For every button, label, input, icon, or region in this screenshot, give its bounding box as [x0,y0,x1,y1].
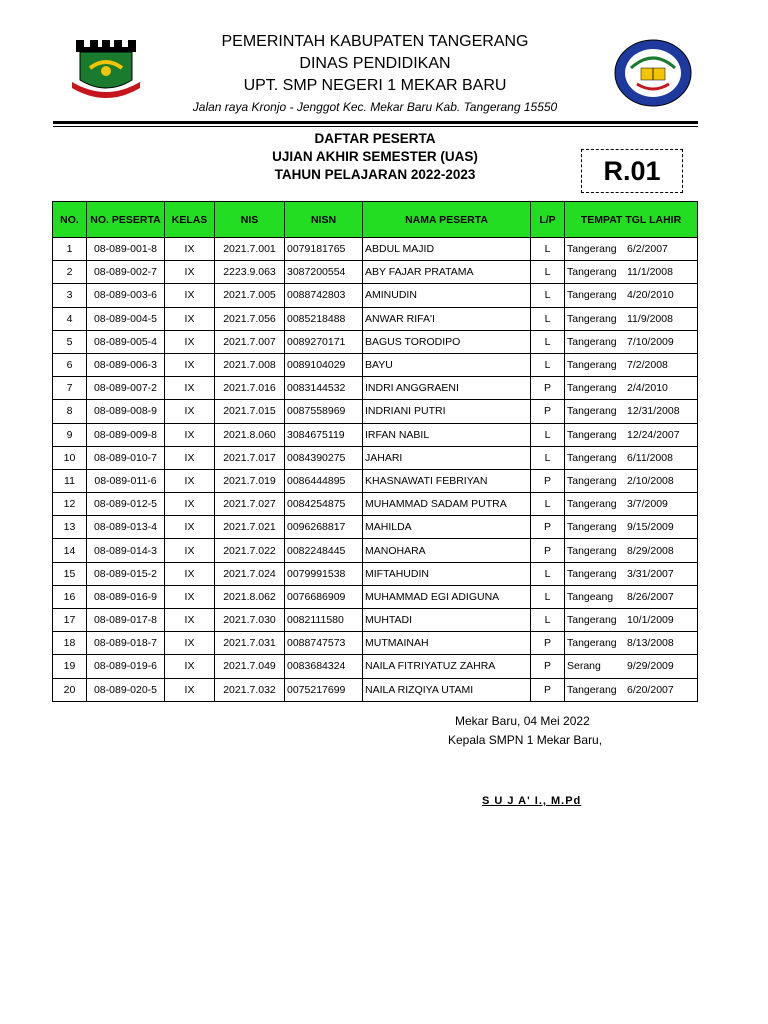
cell-peserta: 08-089-014-3 [87,539,165,562]
cell-lp: P [531,377,565,400]
cell-nisn: 0089104029 [285,353,363,376]
cell-nisn: 0089270171 [285,330,363,353]
table-row [53,632,698,655]
cell-peserta: 08-089-002-7 [87,261,165,284]
cell-kelas: IX [165,400,215,423]
cell-peserta: 08-089-009-8 [87,423,165,446]
birth-place: Tangeang [567,590,614,603]
cell-nama: NAILA FITRIYATUZ ZAHRA [363,655,531,678]
cell-nisn: 0085218488 [285,307,363,330]
cell-nama: MUHAMMAD SADAM PUTRA [363,493,531,516]
cell-peserta: 08-089-007-2 [87,377,165,400]
cell-lp: P [531,632,565,655]
cell-peserta: 08-089-011-6 [87,469,165,492]
table-row [53,539,698,562]
cell-peserta: 08-089-017-8 [87,609,165,632]
birth-date: 7/10/2009 [627,335,674,348]
table-row [53,307,698,330]
cell-kelas: IX [165,678,215,701]
cell-nis: 2021.7.022 [215,539,285,562]
cell-no: 1 [53,238,87,261]
cell-ttl [565,469,698,492]
cell-nis: 2021.7.031 [215,632,285,655]
cell-nis: 2021.7.056 [215,307,285,330]
cell-no: 2 [53,261,87,284]
cell-lp: P [531,400,565,423]
table-row [53,330,698,353]
cell-no: 11 [53,469,87,492]
cell-kelas: IX [165,516,215,539]
participant-table [52,201,698,702]
birth-place: Tangerang [567,382,617,395]
cell-nis: 2021.7.032 [215,678,285,701]
cell-nisn: 0088747573 [285,632,363,655]
cell-ttl [565,516,698,539]
birth-place: Tangerang [567,521,617,534]
cell-peserta: 08-089-006-3 [87,353,165,376]
col-header-no: NO. [53,202,87,238]
table-row [53,400,698,423]
cell-nama: ABDUL MAJID [363,238,531,261]
academic-year: TAHUN PELAJARAN 2022-2023 [274,167,476,182]
cell-kelas: IX [165,562,215,585]
birth-place: Tangerang [567,451,617,464]
table-row [53,585,698,608]
cell-nama: MUHTADI [363,609,531,632]
birth-place: Tangerang [567,266,617,279]
table-row [53,446,698,469]
birth-place: Tangerang [567,428,617,441]
cell-no: 18 [53,632,87,655]
table-row [53,469,698,492]
birth-date: 8/29/2008 [627,544,674,557]
col-header-nis: NIS [215,202,285,238]
cell-lp: P [531,678,565,701]
birth-date: 3/31/2007 [627,567,674,580]
signature-role: Kepala SMPN 1 Mekar Baru, [448,733,603,747]
cell-kelas: IX [165,632,215,655]
cell-nis: 2021.7.027 [215,493,285,516]
cell-nama: ANWAR RIFA'I [363,307,531,330]
birth-date: 4/20/2010 [627,289,674,302]
birth-place: Tangerang [567,474,617,487]
table-row [53,678,698,701]
cell-peserta: 08-089-005-4 [87,330,165,353]
cell-nisn: 3084675119 [285,423,363,446]
cell-nama: INDRI ANGGRAENI [363,377,531,400]
cell-peserta: 08-089-020-5 [87,678,165,701]
room-code: R.01 [581,149,683,193]
cell-peserta: 08-089-019-6 [87,655,165,678]
birth-date: 7/2/2008 [627,359,668,372]
birth-place: Tangerang [567,405,617,418]
cell-no: 15 [53,562,87,585]
cell-ttl [565,261,698,284]
table-row [53,493,698,516]
header-divider [53,121,698,124]
cell-nis: 2021.8.062 [215,585,285,608]
cell-nis: 2021.7.049 [215,655,285,678]
birth-date: 11/1/2008 [627,266,673,279]
cell-no: 13 [53,516,87,539]
cell-nis: 2021.7.007 [215,330,285,353]
cell-no: 12 [53,493,87,516]
cell-ttl [565,585,698,608]
birth-place: Tangerang [567,683,617,696]
cell-kelas: IX [165,609,215,632]
cell-nis: 2021.7.001 [215,238,285,261]
birth-date: 11/9/2008 [627,312,673,325]
school-name: UPT. SMP NEGERI 1 MEKAR BARU [243,77,507,94]
birth-date: 3/7/2009 [627,498,668,511]
birth-place: Tangerang [567,637,617,650]
cell-ttl [565,400,698,423]
cell-kelas: IX [165,330,215,353]
birth-place: Tangerang [567,567,617,580]
table-row [53,238,698,261]
cell-peserta: 08-089-010-7 [87,446,165,469]
cell-ttl [565,632,698,655]
birth-place: Tangerang [567,312,617,325]
birth-date: 8/13/2008 [627,637,674,650]
cell-kelas: IX [165,377,215,400]
cell-nama: BAGUS TORODIPO [363,330,531,353]
cell-nisn: 0083684324 [285,655,363,678]
cell-lp: L [531,261,565,284]
cell-lp: L [531,353,565,376]
cell-nisn: 0079181765 [285,238,363,261]
department-name: DINAS PENDIDIKAN [299,55,451,72]
table-row [53,516,698,539]
cell-kelas: IX [165,655,215,678]
cell-nisn: 0082111580 [285,609,363,632]
birth-place: Tangerang [567,614,617,627]
cell-nisn: 0084390275 [285,446,363,469]
cell-lp: L [531,493,565,516]
birth-date: 9/15/2009 [627,521,674,534]
cell-no: 3 [53,284,87,307]
cell-lp: L [531,307,565,330]
table-row [53,423,698,446]
cell-no: 9 [53,423,87,446]
cell-kelas: IX [165,284,215,307]
birth-place: Tangerang [567,335,617,348]
cell-ttl [565,609,698,632]
col-header-lp: L/P [531,202,565,238]
cell-nama: JAHARI [363,446,531,469]
col-header-nama: NAMA PESERTA [363,202,531,238]
cell-ttl [565,562,698,585]
col-header-peserta: NO. PESERTA [87,202,165,238]
cell-peserta: 08-089-018-7 [87,632,165,655]
birth-place: Tangerang [567,289,617,302]
cell-kelas: IX [165,423,215,446]
col-header-kelas: KELAS [165,202,215,238]
cell-kelas: IX [165,585,215,608]
cell-nama: INDRIANI PUTRI [363,400,531,423]
cell-nisn: 0087558969 [285,400,363,423]
cell-ttl [565,353,698,376]
cell-kelas: IX [165,261,215,284]
cell-nis: 2021.7.008 [215,353,285,376]
cell-peserta: 08-089-003-6 [87,284,165,307]
table-row [53,655,698,678]
cell-peserta: 08-089-015-2 [87,562,165,585]
cell-no: 4 [53,307,87,330]
cell-ttl [565,655,698,678]
cell-no: 16 [53,585,87,608]
cell-nisn: 0096268817 [285,516,363,539]
cell-no: 5 [53,330,87,353]
exam-name: UJIAN AKHIR SEMESTER (UAS) [272,149,478,164]
birth-place: Tangerang [567,359,617,372]
signature-name: S U J A' I., M.Pd [482,795,582,807]
cell-ttl [565,377,698,400]
cell-nama: BAYU [363,353,531,376]
table-row [53,562,698,585]
cell-ttl [565,284,698,307]
cell-no: 10 [53,446,87,469]
doc-title: DAFTAR PESERTA [314,131,436,146]
cell-nisn: 0076686909 [285,585,363,608]
cell-nisn: 0086444895 [285,469,363,492]
birth-date: 6/2/2007 [627,243,668,256]
cell-lp: P [531,469,565,492]
cell-no: 17 [53,609,87,632]
cell-lp: L [531,423,565,446]
cell-no: 7 [53,377,87,400]
col-header-nisn: NISN [285,202,363,238]
table-header-row [53,202,698,238]
birth-date: 12/31/2008 [627,405,680,418]
school-address: Jalan raya Kronjo - Jenggot Kec. Mekar Baru Kab. Tangerang 15550 [192,100,558,114]
cell-ttl [565,493,698,516]
cell-lp: L [531,284,565,307]
birth-date: 10/1/2009 [627,614,674,627]
table-row [53,377,698,400]
cell-ttl [565,539,698,562]
cell-kelas: IX [165,307,215,330]
birth-place: Tangerang [567,243,617,256]
cell-nis: 2021.7.017 [215,446,285,469]
cell-no: 19 [53,655,87,678]
cell-lp: P [531,516,565,539]
cell-lp: L [531,562,565,585]
cell-nis: 2021.7.021 [215,516,285,539]
table-row [53,609,698,632]
cell-lp: L [531,330,565,353]
cell-nisn: 0075217699 [285,678,363,701]
cell-peserta: 08-089-008-9 [87,400,165,423]
gov-name: PEMERINTAH KABUPATEN TANGERANG [221,33,529,50]
cell-nama: AMINUDIN [363,284,531,307]
table-row [53,261,698,284]
cell-kelas: IX [165,238,215,261]
table-row [53,284,698,307]
cell-nis: 2021.7.030 [215,609,285,632]
cell-nis: 2021.7.015 [215,400,285,423]
cell-kelas: IX [165,539,215,562]
cell-nis: 2021.8.060 [215,423,285,446]
cell-no: 6 [53,353,87,376]
cell-peserta: 08-089-013-4 [87,516,165,539]
cell-nisn: 0084254875 [285,493,363,516]
cell-kelas: IX [165,353,215,376]
cell-nama: MUHAMMAD EGI ADIGUNA [363,585,531,608]
cell-nama: MANOHARA [363,539,531,562]
birth-place: Serang [567,660,601,673]
cell-nis: 2021.7.024 [215,562,285,585]
cell-peserta: 08-089-001-8 [87,238,165,261]
cell-no: 8 [53,400,87,423]
cell-ttl [565,307,698,330]
cell-lp: P [531,655,565,678]
cell-lp: L [531,238,565,261]
cell-no: 20 [53,678,87,701]
cell-ttl [565,330,698,353]
birth-date: 8/26/2007 [627,590,674,603]
birth-date: 2/4/2010 [627,382,668,395]
birth-date: 2/10/2008 [627,474,674,487]
letterhead [0,0,768,125]
cell-nis: 2223.9.063 [215,261,285,284]
school-emblem-icon [613,38,693,108]
table-body [53,238,698,702]
cell-kelas: IX [165,446,215,469]
cell-kelas: IX [165,493,215,516]
table-row [53,353,698,376]
col-header-ttl: TEMPAT TGL LAHIR [565,202,698,238]
cell-nama: NAILA RIZQIYA UTAMI [363,678,531,701]
cell-ttl [565,238,698,261]
cell-ttl [565,423,698,446]
birth-date: 6/20/2007 [627,683,674,696]
cell-peserta: 08-089-016-9 [87,585,165,608]
cell-ttl [565,678,698,701]
cell-nisn: 0082248445 [285,539,363,562]
cell-nama: MUTMAINAH [363,632,531,655]
cell-nama: ABY FAJAR PRATAMA [363,261,531,284]
cell-nis: 2021.7.019 [215,469,285,492]
cell-nama: IRFAN NABIL [363,423,531,446]
cell-nama: MAHILDA [363,516,531,539]
cell-lp: P [531,539,565,562]
cell-lp: L [531,585,565,608]
cell-ttl [565,446,698,469]
birth-date: 12/24/2007 [627,428,680,441]
cell-nisn: 0083144532 [285,377,363,400]
cell-nis: 2021.7.005 [215,284,285,307]
cell-no: 14 [53,539,87,562]
birth-date: 9/29/2009 [627,660,674,673]
birth-place: Tangerang [567,498,617,511]
cell-lp: L [531,609,565,632]
birth-date: 6/11/2008 [627,451,673,464]
birth-place: Tangerang [567,544,617,557]
cell-lp: L [531,446,565,469]
cell-nis: 2021.7.016 [215,377,285,400]
cell-nama: KHASNAWATI FEBRIYAN [363,469,531,492]
cell-nisn: 3087200554 [285,261,363,284]
cell-nisn: 0088742803 [285,284,363,307]
signature-place-date: Mekar Baru, 04 Mei 2022 [455,714,590,728]
cell-nisn: 0079991538 [285,562,363,585]
cell-nama: MIFTAHUDIN [363,562,531,585]
cell-kelas: IX [165,469,215,492]
header-divider-thin [53,126,698,127]
cell-peserta: 08-089-012-5 [87,493,165,516]
cell-peserta: 08-089-004-5 [87,307,165,330]
